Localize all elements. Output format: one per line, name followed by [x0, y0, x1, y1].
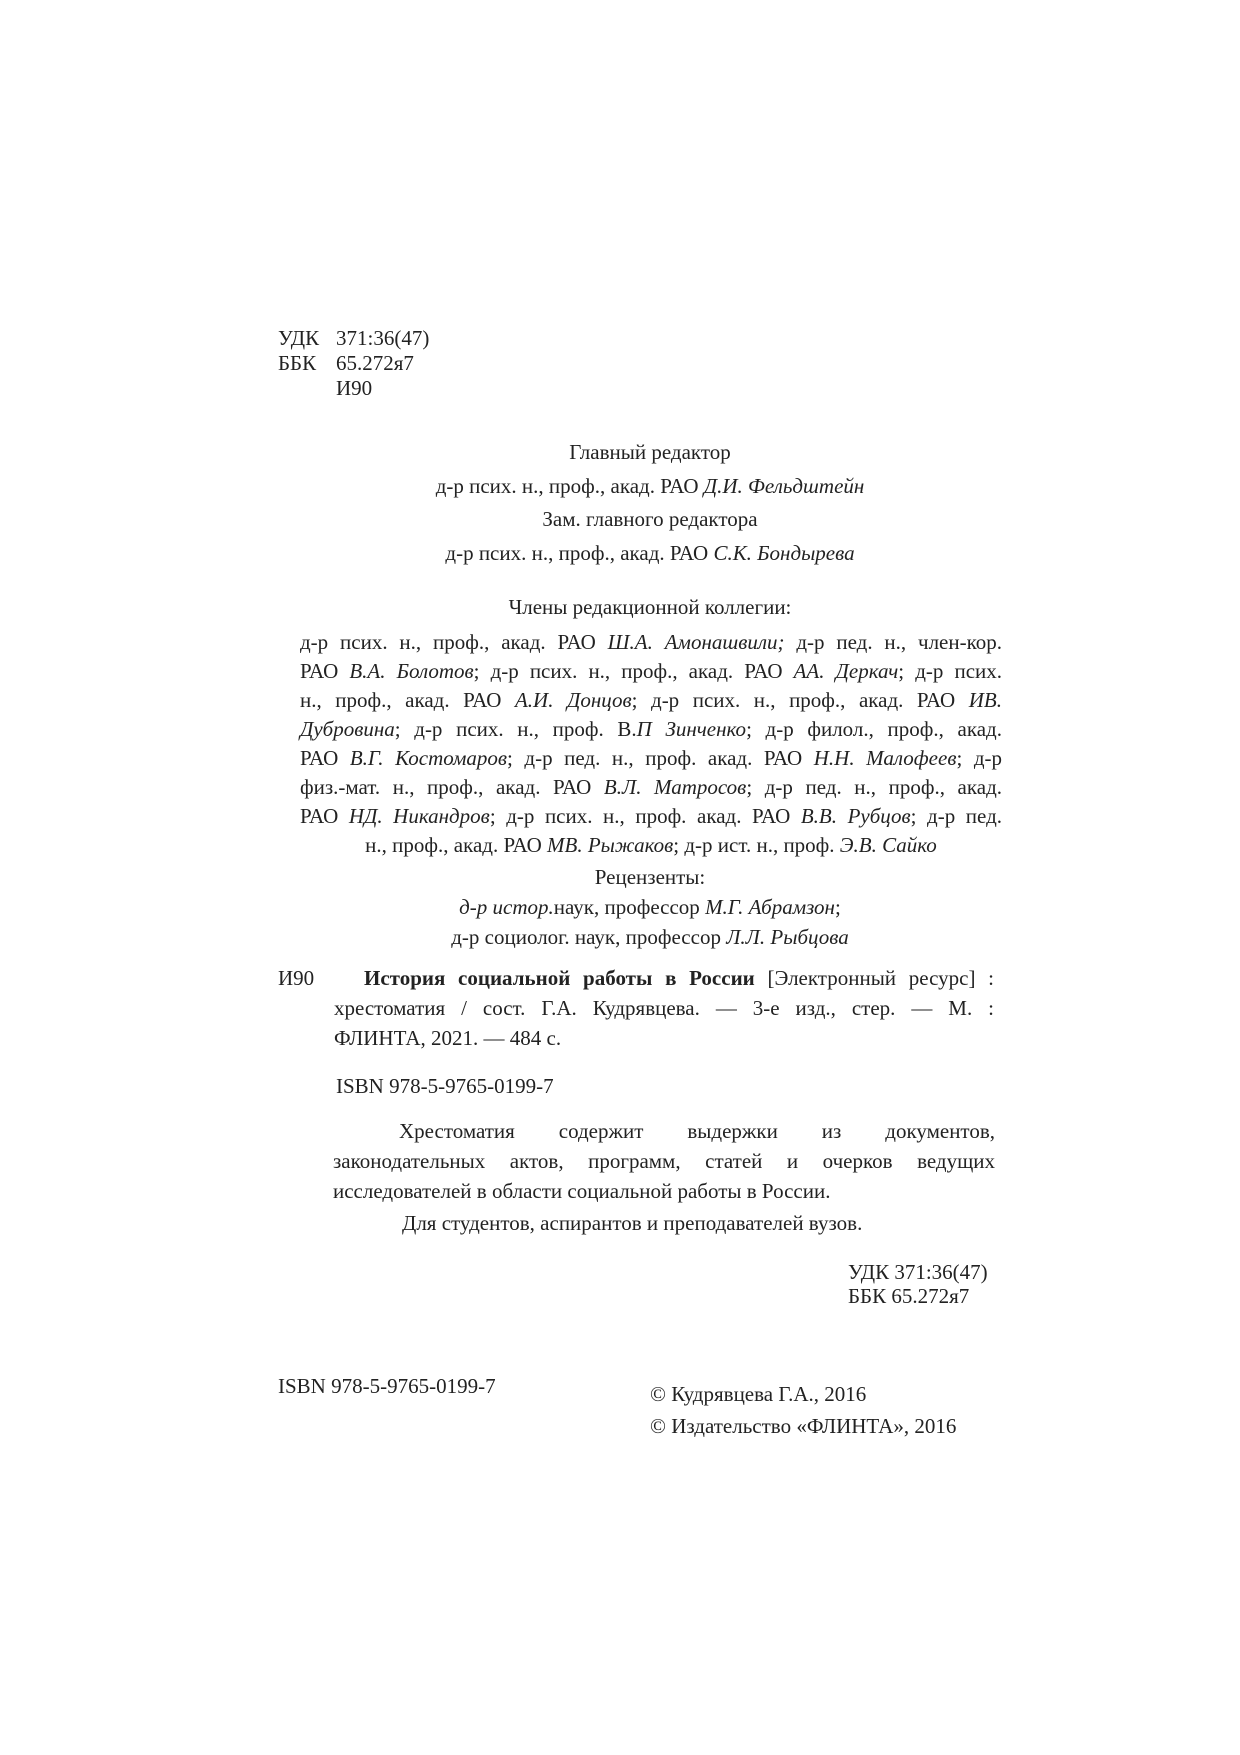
- udk-bottom: УДК 371:36(47): [848, 1260, 988, 1284]
- entry-line-1: История социальной работы в России [Электронный ресурс] :: [364, 966, 994, 990]
- deputy-editor-title: Зам. главного редактора: [542, 507, 758, 531]
- board-line: РАО НД. Никандров; д-р псих. н., проф. акад. РАО В.В. Рубцов; д-р пед.: [300, 804, 1002, 828]
- reviewers-block: [300, 862, 1000, 952]
- board-title: Члены редакционной коллегии:: [508, 595, 792, 619]
- annotation: [333, 1116, 995, 1206]
- editors-block: [300, 436, 1000, 570]
- bbk-row: [278, 351, 429, 376]
- deputy-editor-line: [300, 537, 1000, 571]
- deputy-editor-degree: д-р псих. н., проф., акад. РАО: [445, 540, 709, 565]
- entry-line-3: ФЛИНТА, 2021. — 484 с.: [334, 1026, 562, 1050]
- entry-line-2: хрестоматия / сост. Г.А. Кудрявцева. — 3-е изд., стер. — М. :: [334, 996, 994, 1020]
- classification-block-top: [278, 326, 429, 401]
- udk-label: УДК: [278, 326, 320, 350]
- isbn-entry: ISBN 978-5-9765-0199-7: [336, 1074, 554, 1098]
- reviewer-1: д-р истор.наук, профессор М.Г. Абрамзон;: [459, 895, 841, 919]
- chief-editor-title: Главный редактор: [569, 440, 731, 464]
- board-line: н., проф., акад. РАО МВ. Рыжаков; д-р ист. н., проф. Э.В. Сайко: [365, 833, 937, 857]
- author-mark-row: [278, 376, 429, 401]
- bbk-value: 65.272я7: [336, 351, 414, 375]
- board-line: Дубровина; д-р псих. н., проф. В.П Зинченко; д-р филол., проф., акад.: [300, 717, 1002, 741]
- board-line: физ.-мат. н., проф., акад. РАО В.Л. Матросов; д-р пед. н., проф., акад.: [300, 775, 1002, 799]
- isbn-bottom: ISBN 978-5-9765-0199-7: [278, 1374, 496, 1398]
- board-line: д-р псих. н., проф., акад. РАО Ш.А. Амонашвили; д-р пед. н., член-кор.: [300, 630, 1002, 654]
- chief-editor-degree: д-р псих. н., проф., акад. РАО: [435, 473, 699, 498]
- annotation-line: исследователей в области социальной работы в России.: [333, 1179, 831, 1203]
- copyright-block: [650, 1378, 956, 1442]
- board-members: [300, 628, 1002, 860]
- bbk-bottom: ББК 65.272я7: [848, 1284, 970, 1308]
- udk-value: 371:36(47): [336, 326, 430, 350]
- udk-row: [278, 326, 429, 351]
- reviewer-2: д-р социолог. наук, профессор Л.Л. Рыбцова: [451, 925, 849, 949]
- author-mark: И90: [336, 376, 373, 400]
- annotation-line: Хрестоматия содержит выдержки из документов,: [399, 1119, 995, 1143]
- chief-editor-name: Д.И. Фельдштейн: [703, 473, 865, 498]
- chief-editor-line: [300, 470, 1000, 504]
- bbk-label: ББК: [278, 351, 317, 375]
- reviewers-title: Рецензенты:: [594, 865, 706, 889]
- entry-code: И90: [278, 966, 315, 990]
- book-title: История социальной работы в России: [364, 966, 755, 990]
- copyright-publisher: © Издательство «ФЛИНТА», 2016: [650, 1414, 957, 1438]
- catalog-entry-continued: [334, 993, 994, 1053]
- copyright-author: © Кудрявцева Г.А., 2016: [650, 1382, 867, 1406]
- audience-note: Для студентов, аспирантов и преподавателей вузов.: [402, 1211, 863, 1235]
- catalog-entry: [334, 963, 994, 993]
- classification-block-bottom: [848, 1260, 988, 1308]
- board-line: РАО В.А. Болотов; д-р псих. н., проф., акад. РАО АА. Деркач; д-р псих.: [300, 659, 1003, 683]
- board-line: РАО В.Г. Костомаров; д-р пед. н., проф. акад. РАО Н.Н. Малофеев; д-р: [300, 746, 1003, 770]
- deputy-editor-name: С.К. Бондырева: [713, 540, 855, 565]
- annotation-line: законодательных актов, программ, статей и очерков ведущих: [333, 1149, 995, 1173]
- board-line: н., проф., акад. РАО А.И. Донцов; д-р псих. н., проф., акад. РАО ИВ.: [300, 688, 1002, 712]
